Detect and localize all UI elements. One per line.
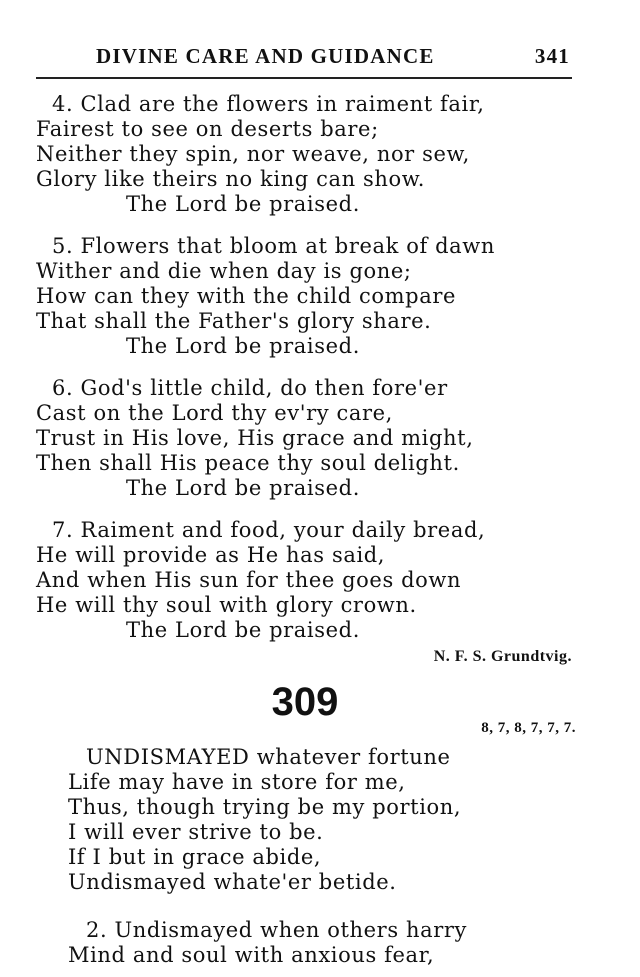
verse-line: And when His sun for thee goes down bbox=[36, 568, 462, 592]
verse-line: Trust in His love, His grace and might, bbox=[36, 426, 474, 450]
verse-line: 6. God's little child, do then fore'er bbox=[52, 376, 448, 400]
verse-line: UNDISMAYED whatever fortune bbox=[86, 745, 451, 769]
verse-line: He will thy soul with glory crown. bbox=[36, 593, 417, 617]
refrain-line: The Lord be praised. bbox=[126, 618, 360, 642]
verse-line: Cast on the Lord thy ev'ry care, bbox=[36, 401, 393, 425]
verse-line: 5. Flowers that bloom at break of dawn bbox=[52, 234, 495, 258]
verse-line: Neither they spin, nor weave, nor sew, bbox=[36, 142, 470, 166]
verse-line: Life may have in store for me, bbox=[68, 770, 406, 794]
verse-line: He will provide as He has said, bbox=[36, 543, 386, 567]
verse-line: If I but in grace abide, bbox=[68, 845, 322, 869]
verse-line: I will ever strive to be. bbox=[68, 820, 324, 844]
refrain-line: The Lord be praised. bbox=[126, 476, 360, 500]
verse-line: Glory like theirs no king can show. bbox=[36, 167, 426, 191]
header-rule bbox=[36, 77, 572, 79]
verse-line: Fairest to see on deserts bare; bbox=[36, 117, 379, 141]
hymn-meter: 8, 7, 8, 7, 7, 7. bbox=[481, 720, 576, 736]
verse-line: Mind and soul with anxious fear, bbox=[68, 943, 435, 967]
verse-line: Undismayed whate'er betide. bbox=[68, 870, 397, 894]
refrain-line: The Lord be praised. bbox=[126, 334, 360, 358]
hymn-number: 309 bbox=[271, 680, 339, 724]
page-number: 341 bbox=[534, 44, 570, 68]
verse-line: That shall the Father's glory share. bbox=[36, 309, 432, 333]
verse-line: 2. Undismayed when others harry bbox=[86, 918, 467, 942]
refrain-line: The Lord be praised. bbox=[126, 192, 360, 216]
section-title: DIVINE CARE AND GUIDANCE bbox=[96, 44, 435, 68]
page-header bbox=[96, 44, 570, 69]
author-attribution: N. F. S. Grundtvig. bbox=[433, 648, 572, 665]
verse-line: 7. Raiment and food, your daily bread, bbox=[52, 518, 486, 542]
verse-line: Wither and die when day is gone; bbox=[36, 259, 412, 283]
verse-line: Then shall His peace thy soul delight. bbox=[36, 451, 460, 475]
verse-line: Thus, though trying be my portion, bbox=[68, 795, 462, 819]
verse-line: How can they with the child compare bbox=[36, 284, 456, 308]
verse-line: 4. Clad are the flowers in raiment fair, bbox=[52, 92, 485, 116]
